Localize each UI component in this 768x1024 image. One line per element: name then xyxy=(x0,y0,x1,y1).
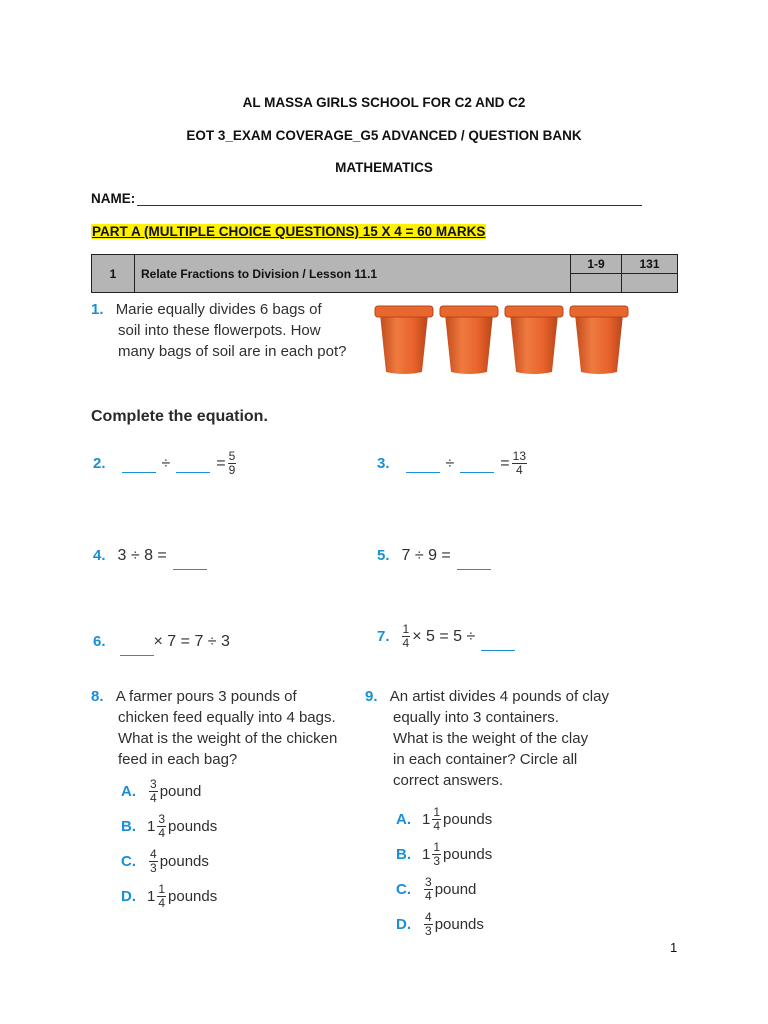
subject-title: MATHEMATICS xyxy=(335,160,433,175)
info-num: 1 xyxy=(92,255,135,293)
q3-blank-1[interactable] xyxy=(406,454,440,473)
info-range: 1-9 xyxy=(571,255,622,274)
question-5 xyxy=(377,541,491,570)
q5-number: 5. xyxy=(377,547,390,564)
q9-line: What is the weight of the clay xyxy=(393,730,589,747)
q1-line1: Marie equally divides 6 bags of xyxy=(115,301,322,318)
q8-number: 8. xyxy=(91,688,104,705)
q6-blank[interactable] xyxy=(120,637,154,656)
q3-blank-2[interactable] xyxy=(460,454,494,473)
page-number: 1 xyxy=(670,940,678,955)
lesson-info-table xyxy=(91,254,678,293)
q9-option-d[interactable]: D. $\frac{4}{3}$ pounds xyxy=(396,910,484,938)
q6-number: 6. xyxy=(93,633,106,650)
q7-number: 7. xyxy=(377,628,390,645)
q3-eq: = xyxy=(500,454,510,472)
q5-expression: 7 ÷ 9 = xyxy=(401,546,451,564)
q7-expression: × 5 = 5 ÷ xyxy=(412,627,476,645)
question-1 xyxy=(91,299,346,362)
q8-option-c[interactable]: C. $\frac{4}{3}$ pounds xyxy=(121,847,209,875)
question-8 xyxy=(91,686,361,770)
q7-blank[interactable] xyxy=(481,632,515,651)
q9-option-c[interactable]: C. $\frac{3}{4}$ pound xyxy=(396,875,477,903)
q4-expression: 3 ÷ 8 = xyxy=(117,546,167,564)
info-page: 131 xyxy=(622,255,678,274)
question-4 xyxy=(93,541,207,570)
question-6 xyxy=(93,627,230,656)
q2-blank-1[interactable] xyxy=(122,454,156,473)
q2-number: 2. xyxy=(93,455,106,472)
flowerpot-icon xyxy=(440,306,498,374)
name-underline xyxy=(137,193,642,206)
part-a-heading: PART A (MULTIPLE CHOICE QUESTIONS) 15 X 4 = 60 MARKS xyxy=(92,224,486,239)
q2-op: ÷ xyxy=(161,454,171,472)
q8-option-d[interactable]: D. 1 $\frac{1}{4}$ pounds xyxy=(121,882,218,910)
q9-line: in each container? Circle all xyxy=(393,751,578,768)
flowerpot-icon xyxy=(375,306,433,374)
q9-option-a[interactable]: A. 1 $\frac{1}{4}$ pounds xyxy=(396,805,493,833)
q6-expression: × 7 = 7 ÷ 3 xyxy=(153,632,230,650)
name-label: NAME: xyxy=(91,191,136,206)
q3-number: 3. xyxy=(377,455,390,472)
q8-line: feed in each bag? xyxy=(118,751,238,768)
info-topic: Relate Fractions to Division / Lesson 11.1 xyxy=(135,255,571,293)
q9-line: equally into 3 containers. xyxy=(393,709,559,726)
q1-line2: soil into these flowerpots. How xyxy=(118,322,321,339)
q7-fraction: $\frac{1}{4}$ xyxy=(402,622,410,650)
q8-line: What is the weight of the chicken xyxy=(118,730,338,747)
question-7 xyxy=(377,622,515,651)
question-3 xyxy=(377,450,529,477)
flowerpot-icon xyxy=(505,306,563,374)
q9-line: An artist divides 4 pounds of clay xyxy=(389,688,609,705)
q4-number: 4. xyxy=(93,547,106,564)
q8-line: chicken feed equally into 4 bags. xyxy=(118,709,336,726)
flowerpots-image xyxy=(372,302,632,376)
q2-fraction: $\frac{5}{9}$ xyxy=(228,449,236,477)
q2-blank-2[interactable] xyxy=(176,454,210,473)
flowerpot-icon xyxy=(570,306,628,374)
q8-option-a[interactable]: A. $\frac{3}{4}$ pound xyxy=(121,777,202,805)
complete-equation-heading: Complete the equation. xyxy=(91,408,268,425)
q8-line: A farmer pours 3 pounds of xyxy=(115,688,297,705)
info-empty-1 xyxy=(571,274,622,293)
q8-option-b[interactable]: B. 1 $\frac{3}{4}$ pounds xyxy=(121,812,218,840)
question-2 xyxy=(93,450,238,477)
q3-op: ÷ xyxy=(445,454,455,472)
q4-blank[interactable] xyxy=(173,551,207,570)
q2-eq: = xyxy=(216,454,226,472)
exam-title: EOT 3_EXAM COVERAGE_G5 ADVANCED / QUESTION BANK xyxy=(186,128,582,143)
q9-number: 9. xyxy=(365,688,378,705)
q9-option-b[interactable]: B. 1 $\frac{1}{3}$ pounds xyxy=(396,840,493,868)
q5-blank[interactable] xyxy=(457,551,491,570)
school-title: AL MASSA GIRLS SCHOOL FOR C2 AND C2 xyxy=(242,95,526,110)
name-field[interactable] xyxy=(91,191,642,206)
info-empty-2 xyxy=(622,274,678,293)
q9-line: correct answers. xyxy=(393,772,504,789)
q3-fraction: $\frac{13}{4}$ xyxy=(512,449,526,477)
question-9 xyxy=(365,686,655,791)
q1-line3: many bags of soil are in each pot? xyxy=(118,343,347,360)
q1-number: 1. xyxy=(91,301,104,318)
